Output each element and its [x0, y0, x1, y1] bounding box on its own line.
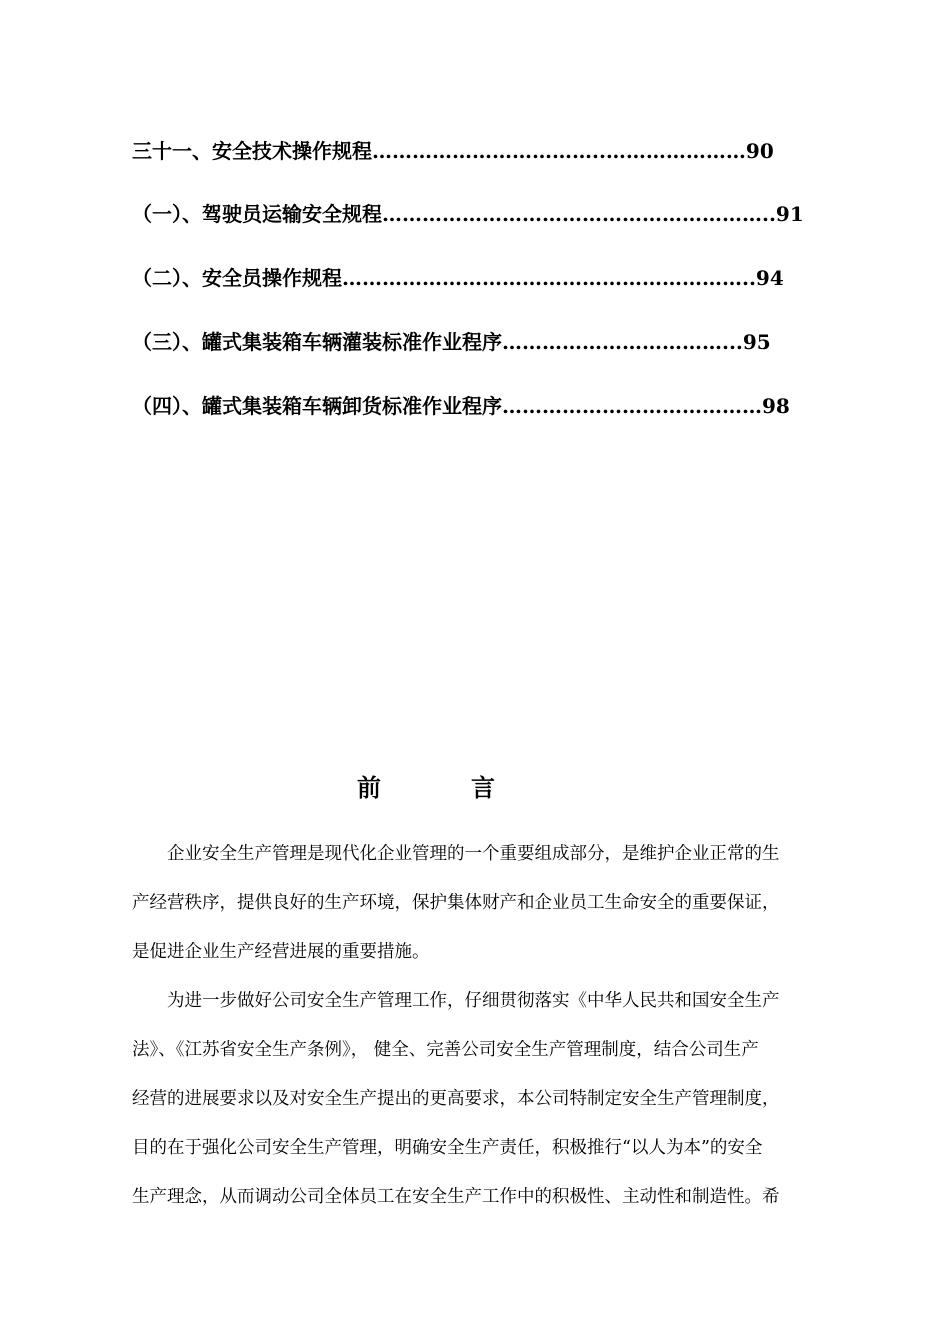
- paragraph-line: 法》、《江苏省安全生产条例》， 健全、完善公司安全生产管理制度，结合公司生产: [132, 1040, 759, 1060]
- toc-entry[interactable]: 三十一、安全技术操作规程……………………………..…………………90: [132, 139, 774, 163]
- toc-entry[interactable]: （四）、罐式集装箱车辆卸货标准作业程序…………………………………98: [132, 394, 790, 418]
- paragraph-line: 是促进企业生产经营进展的重要措施。: [132, 942, 430, 962]
- paragraph-line: 产经营秩序，提供良好的生产环境，保护集体财产和企业员工生命安全的重要保证，: [132, 893, 780, 913]
- paragraph-line: 经营的进展要求以及对安全生产提出的更高要求，本公司特制定安全生产管理制度，: [132, 1089, 780, 1109]
- paragraph-line: 目的在于强化公司安全生产管理，明确安全生产责任，积极推行“以人为本”的安全: [132, 1138, 763, 1158]
- toc-entry[interactable]: （二）、安全员操作规程……………………………………………………..94: [132, 266, 784, 290]
- paragraph-line: 生产理念，从而调动公司全体员工在安全生产工作中的积极性、主动性和制造性。希: [132, 1187, 780, 1207]
- preface-title: 前言: [357, 773, 585, 802]
- paragraph-line: 企业安全生产管理是现代化企业管理的一个重要组成部分，是维护企业正常的生: [132, 844, 780, 864]
- paragraph-line: 为进一步做好公司安全生产管理工作，仔细贯彻落实《中华人民共和国安全生产: [132, 991, 780, 1011]
- toc-entry[interactable]: （一）、驾驶员运输安全规程…………………………………………………..91: [132, 202, 804, 226]
- toc-entry[interactable]: （三）、罐式集装箱车辆灌装标准作业程序……………………………...95: [132, 330, 771, 354]
